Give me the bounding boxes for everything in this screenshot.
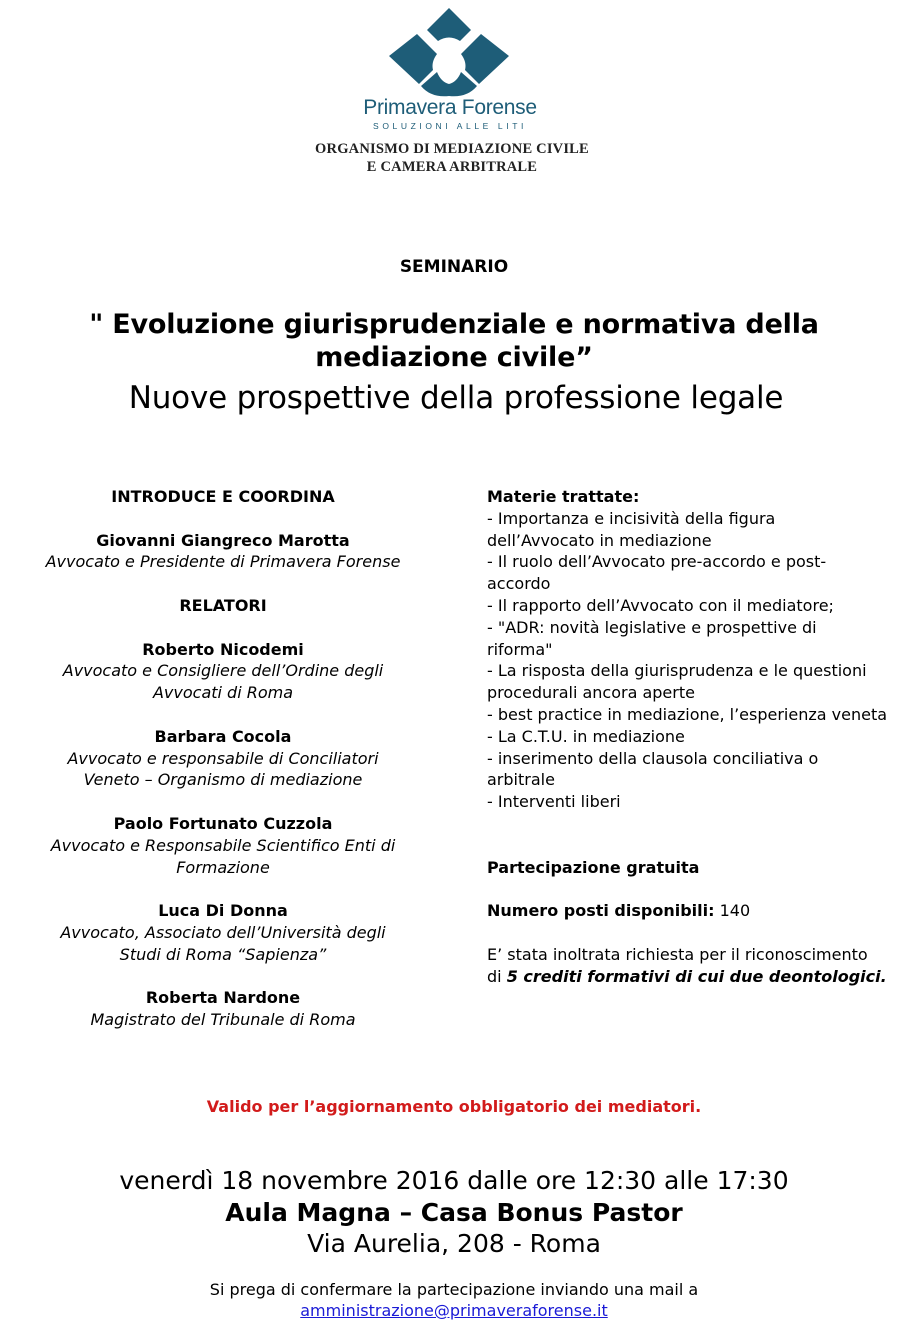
event-address: Via Aurelia, 208 - Roma xyxy=(307,1229,601,1258)
speaker-name: Luca Di Donna xyxy=(158,901,288,921)
topics-heading: Materie trattate: xyxy=(487,487,640,506)
topic-item: - La C.T.U. in mediazione xyxy=(487,726,685,746)
credits-text: E’ stata inoltrata richiesta per il riconoscimento di xyxy=(487,944,868,986)
credits-bold: 5 crediti formativi di cui due deontologici. xyxy=(506,966,887,986)
speaker-role: Avvocato, Associato dell’Università degli xyxy=(60,922,386,942)
speakers-column xyxy=(0,486,446,1031)
intro-heading: INTRODUCE E COORDINA xyxy=(111,487,335,506)
seats-info xyxy=(487,900,887,922)
speaker-name: Roberta Nardone xyxy=(145,988,301,1008)
topic-item: - inserimento della clausola conciliativa o arbitrale xyxy=(487,748,819,790)
free-participation: Partecipazione gratuita xyxy=(487,857,700,877)
brand-name: Primavera Forense xyxy=(363,96,537,119)
speakers-heading: RELATORI xyxy=(179,595,267,615)
seminar-subtitle: Nuove prospettive della professione legale xyxy=(128,380,784,416)
speaker-name: Roberto Nicodemi xyxy=(142,639,304,659)
speaker-role: Avvocati di Roma xyxy=(152,683,294,703)
event-date-time: venerdì 18 novembre 2016 dalle ore 12:30 alle 17:30 xyxy=(119,1166,789,1195)
speaker-role: Veneto – Organismo di mediazione xyxy=(83,770,363,790)
brand-tagline: SOLUZIONI ALLE LITI xyxy=(373,121,527,131)
event-venue: Aula Magna – Casa Bonus Pastor xyxy=(225,1198,683,1227)
speaker-role: Avvocato e Responsabile Scientifico Enti di xyxy=(50,835,396,855)
seminar-label: SEMINARIO xyxy=(399,257,509,277)
speaker-role: Avvocato e Consigliere dell’Ordine degli xyxy=(62,661,384,681)
speaker-role: Formazione xyxy=(176,857,270,877)
topic-item: - best practice in mediazione, l’esperienza veneta xyxy=(487,704,888,724)
confirmation-request: Si prega di confermare la partecipazione inviando una mail a xyxy=(209,1280,699,1299)
topic-item: - Il rapporto dell’Avvocato con il mediatore; xyxy=(487,595,834,615)
speaker-name: Paolo Fortunato Cuzzola xyxy=(113,813,333,833)
seats-value: 140 xyxy=(719,901,751,921)
speaker-role: Magistrato del Tribunale di Roma xyxy=(90,1010,356,1030)
organization-name-line2: E CAMERA ARBITRALE xyxy=(366,159,538,175)
speaker-role: Studi di Roma “Sapienza” xyxy=(119,944,327,964)
organization-name-line1: ORGANISMO DI MEDIAZIONE CIVILE xyxy=(315,141,589,157)
topics-column xyxy=(487,486,887,987)
topic-item: - Importanza e incisività della figura dell’Avvocato in mediazione xyxy=(487,508,776,550)
topic-item: - La risposta della giurisprudenza e le questioni procedurali ancora aperte xyxy=(487,661,867,703)
email-container xyxy=(0,1301,900,1320)
seminar-title-line2: mediazione civile” xyxy=(315,342,593,373)
speaker-name: Barbara Cocola xyxy=(154,726,292,746)
coordinator-name: Giovanni Giangreco Marotta xyxy=(96,530,350,550)
topic-item: - "ADR: novità legislative e prospettive di riforma" xyxy=(487,617,817,659)
topic-item: - Interventi liberi xyxy=(487,792,621,812)
coordinator-role: Avvocato e Presidente di Primavera Forense xyxy=(45,552,401,572)
seats-label: Numero posti disponibili: xyxy=(487,901,715,921)
mediator-update-notice: Valido per l’aggiornamento obbligatorio dei mediatori. xyxy=(206,1097,702,1116)
four-petal-flower-logo-icon xyxy=(381,6,517,98)
email-link[interactable]: amministrazione@primaveraforense.it xyxy=(300,1301,608,1320)
credits-info xyxy=(487,944,887,988)
speaker-role: Avvocato e responsabile di Conciliatori xyxy=(67,748,379,768)
seminar-title-line1: " Evoluzione giurisprudenziale e normativa della xyxy=(89,309,819,340)
topic-item: - Il ruolo dell’Avvocato pre-accordo e post-accordo xyxy=(487,552,827,594)
